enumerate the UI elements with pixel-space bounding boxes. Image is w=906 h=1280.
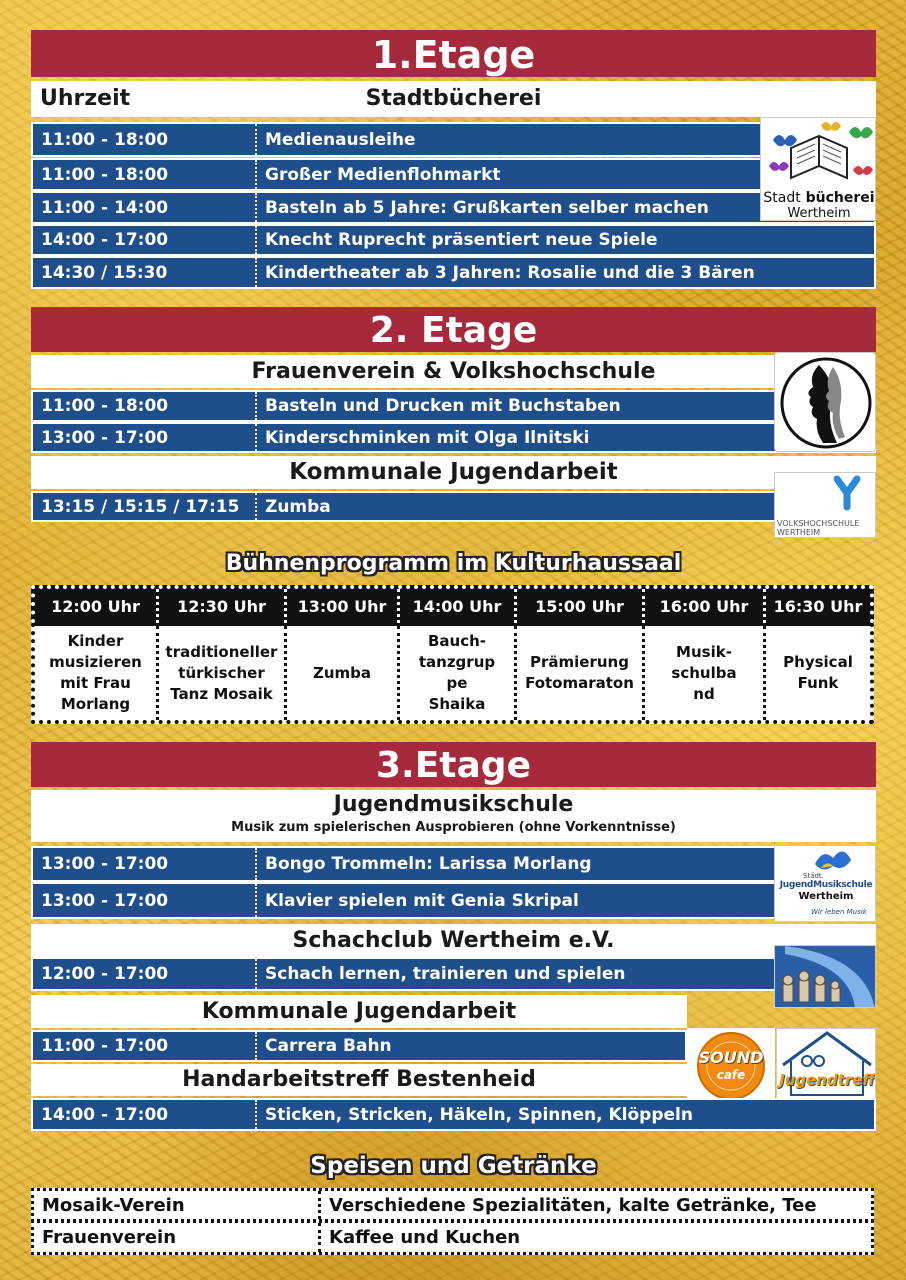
vhs-logo-text2: WERTHEIM <box>777 528 821 537</box>
row-time: 14:00 - 17:00 <box>33 1100 257 1129</box>
table-row <box>31 390 876 422</box>
row-time: 11:00 - 17:00 <box>33 1032 257 1060</box>
vhs-logo <box>774 472 876 538</box>
stage-time: 16:00 Uhr <box>645 589 766 623</box>
food-row <box>31 1188 874 1222</box>
floor2-group1-title: Frauenverein & Volkshochschule <box>31 355 876 388</box>
row-time: 13:00 - 17:00 <box>33 884 257 917</box>
row-time: 13:00 - 17:00 <box>33 848 257 880</box>
food-offer: Verschiedene Spezialitäten, kalte Getränke, Tee <box>329 1194 817 1216</box>
row-desc: Bongo Trommeln: Larissa Morlang <box>265 854 592 874</box>
schachclub-logo <box>774 945 876 1008</box>
row-desc: Carrera Bahn <box>265 1036 392 1056</box>
logo-text-stadt: Stadt <box>763 190 801 206</box>
stage-time: 12:30 Uhr <box>159 589 287 623</box>
row-time: 11:00 - 18:00 <box>33 392 257 420</box>
book-butterflies-icon <box>761 118 876 188</box>
floor2-group2-title <box>31 456 776 489</box>
floor3-group1-title: Jugendmusikschule <box>333 792 574 817</box>
logo-text-wertheim: Wertheim <box>787 206 851 221</box>
table-row <box>31 224 876 256</box>
stage-act: Prämierung Fotomaraton <box>517 626 645 720</box>
stage-time: 13:00 Uhr <box>287 589 400 623</box>
food-row <box>31 1220 874 1255</box>
stage-act: Zumba <box>287 626 400 720</box>
sound-cafe-text1: SOUND <box>698 1048 764 1067</box>
frauenverein-logo <box>774 352 876 452</box>
col-time-label: Uhrzeit <box>40 86 131 111</box>
jugendtreff-house-icon <box>777 1029 876 1101</box>
row-desc: Großer Medienflohmarkt <box>265 164 501 185</box>
row-time: 14:30 / 15:30 <box>33 258 257 287</box>
row-time: 11:00 - 18:00 <box>33 124 257 155</box>
sound-cafe-text2: cafe <box>716 1068 746 1082</box>
stadtbuecherei-logo <box>760 117 876 221</box>
col-org-label: Stadtbücherei <box>365 86 542 111</box>
stage-times-row <box>31 585 874 623</box>
table-row <box>31 122 876 157</box>
profile-silhouette-icon <box>775 353 876 452</box>
table-row <box>31 422 876 453</box>
row-time: 12:00 - 17:00 <box>33 959 257 989</box>
row-time: 11:00 - 14:00 <box>33 193 257 222</box>
food-offer: Kaffee und Kuchen <box>329 1227 521 1248</box>
stage-time: 16:30 Uhr <box>773 596 863 616</box>
floor3-group2-title: Schachclub Wertheim e.V. <box>31 924 876 957</box>
jms-logo-text4: Wir leben Musik <box>811 908 867 916</box>
table-row <box>31 256 876 289</box>
stage-act: traditioneller türkischer Tanz Mosaik <box>159 626 287 720</box>
floor3-group1-subtitle: Musik zum spielerischen Ausprobieren (ohne Vorkenntnisse) <box>231 820 676 835</box>
vhs-y-icon <box>775 473 876 513</box>
vhs-logo-text1: VOLKSHOCHSCHULE <box>777 519 860 528</box>
row-time: 13:15 / 15:15 / 17:15 <box>33 493 257 520</box>
floor1-header <box>31 81 876 117</box>
table-row <box>31 491 876 522</box>
table-row <box>31 957 876 991</box>
stage-act: Kinder musizieren mit Frau Morlang <box>35 626 159 720</box>
sound-cafe-logo <box>687 1028 775 1101</box>
row-time: 11:00 - 18:00 <box>33 160 257 189</box>
floor3-group4-title: Handarbeitstreff Bestenheid <box>31 1064 687 1096</box>
row-time: 13:00 - 17:00 <box>33 424 257 451</box>
row-desc: Basteln ab 5 Jahre: Grußkarten selber machen <box>265 197 709 218</box>
floor3-title: 3.Etage <box>31 742 876 787</box>
jugendtreff-text: Jugendtreff <box>779 1071 875 1089</box>
row-desc: Kinderschminken mit Olga Ilnitski <box>265 427 590 448</box>
row-desc: Knecht Ruprecht präsentiert neue Spiele <box>265 230 658 250</box>
jugendmusikschule-logo <box>774 845 876 922</box>
table-row <box>31 882 876 919</box>
row-desc: Schach lernen, trainieren und spielen <box>265 964 626 984</box>
row-desc: Kindertheater ab 3 Jahren: Rosalie und die 3 Bären <box>265 262 755 283</box>
floor2-title: 2. Etage <box>31 307 876 352</box>
logo-text-buecherei: bücherei <box>805 190 875 206</box>
row-desc: Zumba <box>265 496 331 517</box>
stage-act: Musik-schulband <box>645 626 766 720</box>
row-time: 14:00 - 17:00 <box>33 226 257 254</box>
row-desc: Klavier spielen mit Genia Skripal <box>265 890 579 911</box>
table-row <box>31 158 876 191</box>
row-desc: Medienausleihe <box>265 129 416 150</box>
table-row <box>31 191 876 224</box>
row-desc: Basteln und Drucken mit Buchstaben <box>265 396 621 416</box>
table-row <box>31 1030 687 1062</box>
stage-time: 15:00 Uhr <box>517 589 645 623</box>
floor3-group3-title: Kommunale Jugendarbeit <box>31 995 687 1028</box>
table-row <box>31 846 876 882</box>
stage-act: Bauch-tanzgruppe Shaika <box>400 626 517 720</box>
jms-logo-text2: JugendMusikschule <box>779 880 873 890</box>
stage-act: Physical Funk <box>783 653 853 692</box>
stage-title: Bühnenprogramm im Kulturhaussaal <box>225 551 682 576</box>
floor1-title: 1.Etage <box>31 30 876 77</box>
row-desc: Sticken, Stricken, Häkeln, Spinnen, Klöppeln <box>265 1104 693 1125</box>
table-row <box>31 1098 876 1131</box>
food-title: Speisen und Getränke <box>310 1153 597 1179</box>
chess-pieces-icon <box>775 946 876 1008</box>
stage-time: 12:00 Uhr <box>35 589 159 623</box>
butterfly-icon <box>775 846 876 878</box>
food-provider: Frauenverein <box>34 1223 321 1252</box>
jugendtreff-logo <box>776 1028 876 1101</box>
stage-time: 14:00 Uhr <box>400 589 517 623</box>
stage-acts-row <box>31 623 874 724</box>
jms-logo-text3: Wertheim <box>798 891 854 902</box>
food-provider: Mosaik-Verein <box>34 1191 321 1219</box>
jms-logo-text1: Städt. <box>803 872 824 880</box>
floor3-group1-header <box>31 790 876 842</box>
floor2-group2-title-text: Kommunale Jugendarbeit <box>31 456 876 489</box>
